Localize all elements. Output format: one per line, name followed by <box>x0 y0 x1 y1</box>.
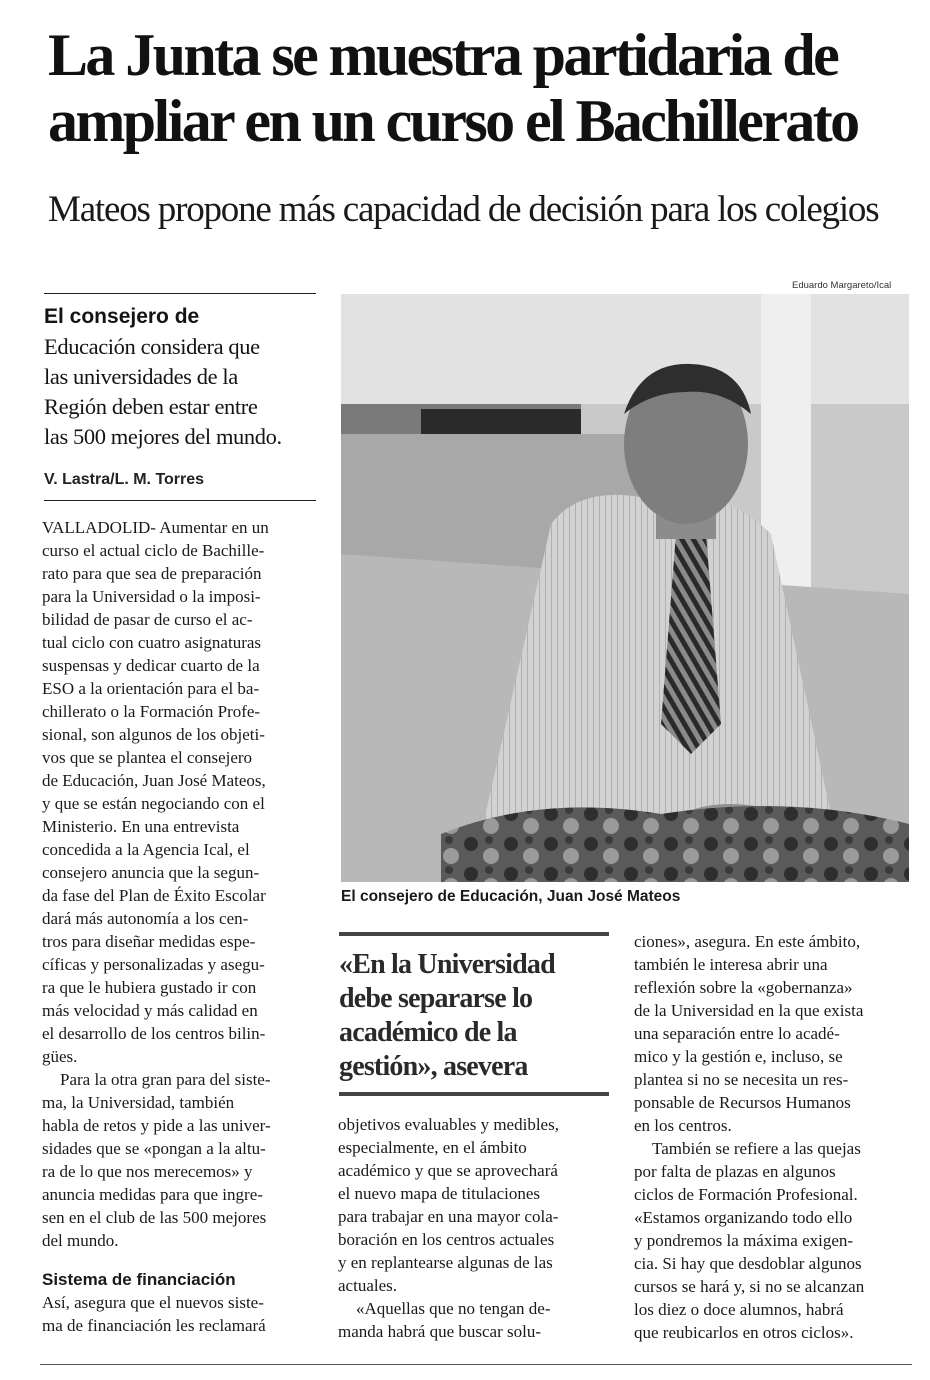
text-line: ra que le hubiera gustado ir con <box>42 978 257 997</box>
text-line: de la Universidad en la que exista <box>634 1001 864 1020</box>
headline-line-1: La Junta se muestra partidaria de <box>48 22 838 88</box>
text-line: Para la otra gran para del siste- <box>60 1070 271 1089</box>
text-line: actuales. <box>338 1276 397 1295</box>
text-line: Así, asegura que el nuevos siste- <box>42 1293 264 1312</box>
lead-text <box>44 332 329 452</box>
text-line: reflexión sobre la «gobernanza» <box>634 978 853 997</box>
text-line: consejero anuncia que la segun- <box>42 863 260 882</box>
text-line: chillerato o la Formación Profe- <box>42 702 261 721</box>
text-line: el desarrollo de los centros bilin- <box>42 1024 266 1043</box>
text-line: ra de lo que nos merecemos» y <box>42 1162 253 1181</box>
text-line: y que se están negociando con el <box>42 794 265 813</box>
headline-line-2: ampliar en un curso el Bachillerato <box>48 88 858 154</box>
article-photo <box>341 294 909 882</box>
text-line: ma de financiación les reclamará <box>42 1316 266 1335</box>
text-line: «Estamos organizando todo ello <box>634 1208 853 1227</box>
text-line: ESO a la orientación para el ba- <box>42 679 260 698</box>
text-line: concedida a la Agencia Ical, el <box>42 840 250 859</box>
text-line: para trabajar en una mayor cola- <box>338 1207 559 1226</box>
text-line: ponsable de Recursos Humanos <box>634 1093 851 1112</box>
lead-line: Educación considera que <box>44 334 260 359</box>
quote-line: académico de la <box>339 1017 517 1048</box>
text-line: los diez o doce alumnos, habrá <box>634 1300 844 1319</box>
text-line: También se refiere a las quejas <box>652 1139 861 1158</box>
text-line: bilidad de pasar de curso el ac- <box>42 610 253 629</box>
text-line: más velocidad y más calidad en <box>42 1001 258 1020</box>
text-line: tual ciclo con cuatro asignaturas <box>42 633 262 652</box>
text-line: habla de retos y pide a las univer- <box>42 1116 271 1135</box>
text-line: suspensas y dedicar cuarto de la <box>42 656 260 675</box>
text-line: manda habrá que buscar solu- <box>338 1322 541 1341</box>
photo-caption: El consejero de Educación, Juan José Mateos <box>341 888 681 905</box>
lead-line: Región deben estar entre <box>44 394 258 419</box>
text-line: de Educación, Juan José Mateos, <box>42 771 266 790</box>
text-line: cursos se hará y, si no se alcanzan <box>634 1277 865 1296</box>
headline <box>48 22 918 154</box>
text-line: para la Universidad o la imposi- <box>42 587 261 606</box>
portrait-illustration <box>341 294 909 882</box>
text-line: cia. Si hay que desdoblar algunos <box>634 1254 862 1273</box>
text-line: gües. <box>42 1047 78 1066</box>
text-line: y pondremos la máxima exigen- <box>634 1231 854 1250</box>
text-line: académico y que se aprovechará <box>338 1161 558 1180</box>
lead-line: las 500 mejores del mundo. <box>44 424 282 449</box>
text-line: ciones», asegura. En este ámbito, <box>634 932 861 951</box>
text-line: una separación entre lo acadé- <box>634 1024 840 1043</box>
byline-rule <box>44 500 316 501</box>
article-column-2 <box>338 1113 612 1343</box>
text-line: da fase del Plan de Éxito Escolar <box>42 886 266 905</box>
subheadline: Mateos propone más capacidad de decisión para los colegios <box>48 189 879 230</box>
lead-line: las universidades de la <box>44 364 238 389</box>
text-line: tros para diseñar medidas espe- <box>42 932 256 951</box>
text-line: rato para que sea de preparación <box>42 564 262 583</box>
text-line: Ministerio. En una entrevista <box>42 817 240 836</box>
pull-quote <box>339 948 607 1084</box>
text-line: dará más autonomía a los cen- <box>42 909 249 928</box>
text-line: que reubicarlos en otros ciclos». <box>634 1323 854 1342</box>
text-line: anuncia medidas para que ingre- <box>42 1185 263 1204</box>
article-column-3 <box>634 930 910 1344</box>
byline: V. Lastra/L. M. Torres <box>44 471 205 488</box>
quote-line: gestión», asevera <box>339 1051 528 1082</box>
text-line: curso el actual ciclo de Bachille- <box>42 541 265 560</box>
section-subhead: Sistema de financiación <box>42 1270 236 1289</box>
text-line: también le interesa abrir una <box>634 955 828 974</box>
text-line: «Aquellas que no tengan de- <box>356 1299 551 1318</box>
text-line: el nuevo mapa de titulaciones <box>338 1184 541 1203</box>
text-line: sidades que se «pongan a la altu- <box>42 1139 266 1158</box>
text-line: cíficas y personalizadas y asegu- <box>42 955 265 974</box>
text-line: en los centros. <box>634 1116 732 1135</box>
quote-line: debe separarse lo <box>339 983 533 1014</box>
text-line: del mundo. <box>42 1231 119 1250</box>
photo-credit: Eduardo Margareto/Ical <box>792 280 892 291</box>
text-line: boración en los centros actuales <box>338 1230 555 1249</box>
text-line: por falta de plazas en algunos <box>634 1162 836 1181</box>
text-line: sen en el club de las 500 mejores <box>42 1208 267 1227</box>
text-line: especialmente, en el ámbito <box>338 1138 527 1157</box>
text-line: objetivos evaluables y medibles, <box>338 1115 559 1134</box>
text-line: VALLADOLID- Aumentar en un <box>42 518 269 537</box>
article-column-1 <box>42 516 318 1337</box>
text-line: plantea si no se necesita un res- <box>634 1070 849 1089</box>
quote-line: «En la Universidad <box>339 949 555 980</box>
text-line: vos que se plantea el consejero <box>42 748 253 767</box>
lead-top-rule <box>44 293 316 294</box>
text-line: y en replantearse algunas de las <box>338 1253 553 1272</box>
page-bottom-rule <box>40 1364 912 1365</box>
text-line: ciclos de Formación Profesional. <box>634 1185 858 1204</box>
lead-bold: El consejero de <box>44 305 200 328</box>
text-line: sional, son algunos de los objeti- <box>42 725 265 744</box>
text-line: ma, la Universidad, también <box>42 1093 235 1112</box>
text-line: mico y la gestión e, incluso, se <box>634 1047 843 1066</box>
quote-top-rule <box>339 932 609 936</box>
quote-bottom-rule <box>339 1092 609 1096</box>
